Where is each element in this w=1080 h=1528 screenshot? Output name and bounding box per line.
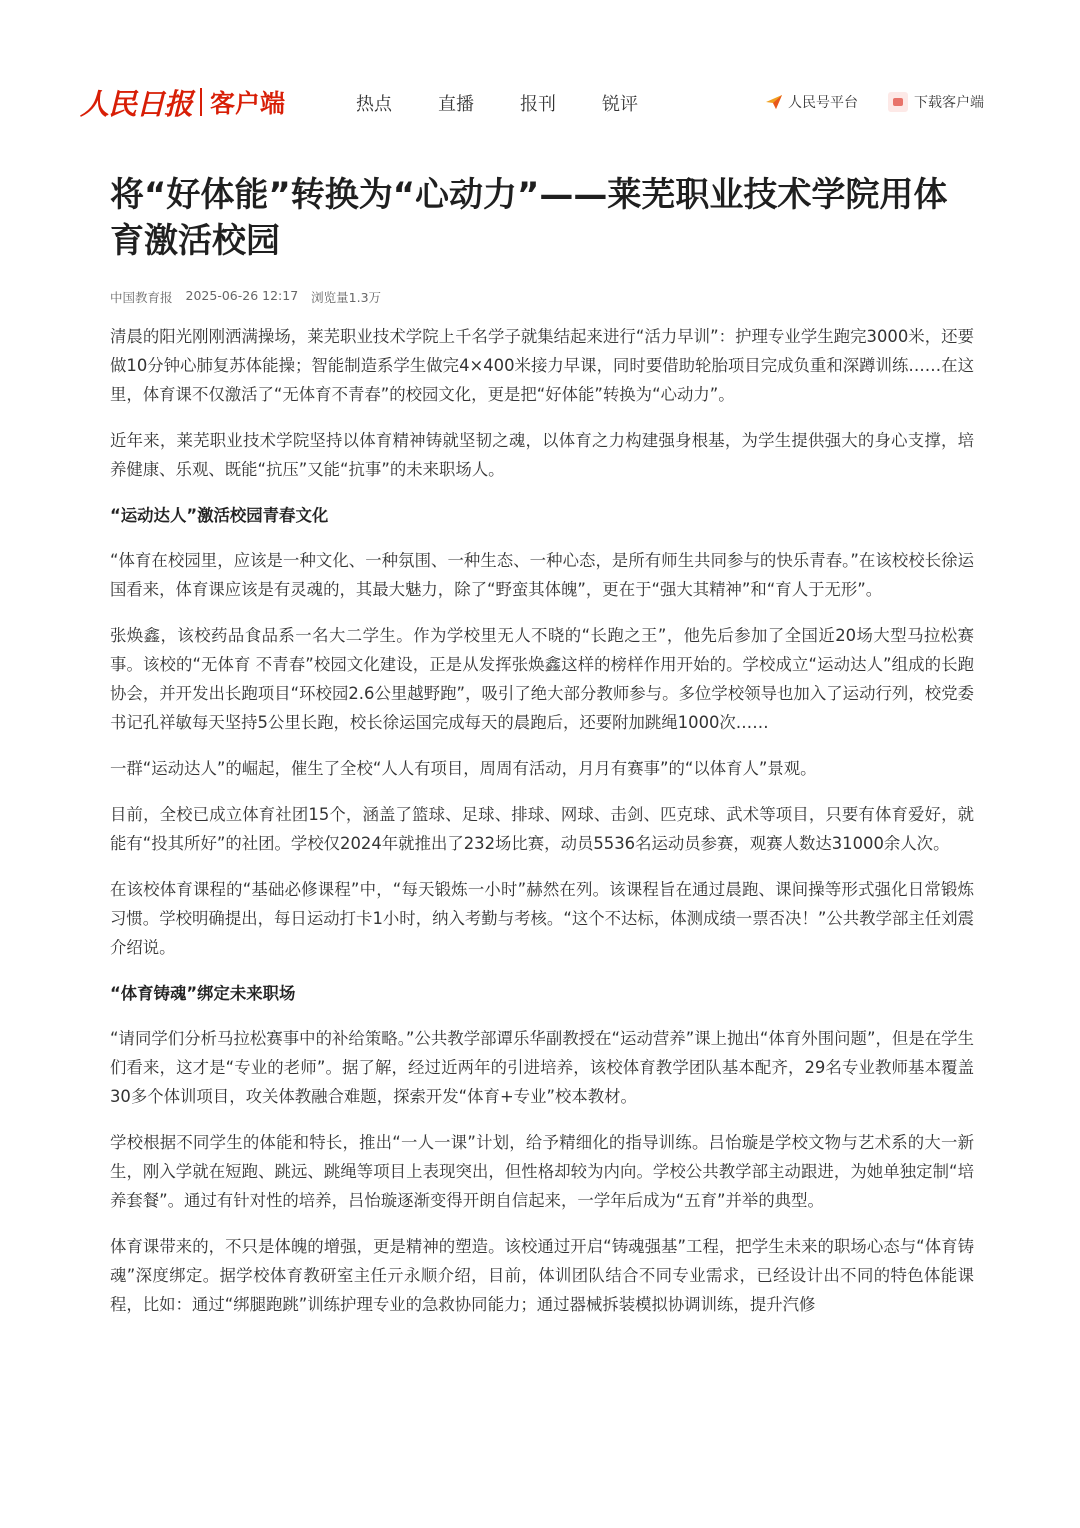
- paragraph: 体育课带来的，不只是体魄的增强，更是精神的塑造。该校通过开启“铸魂强基”工程，把学生未来的职场心态与“体育铸魂”深度绑定。据学校体育教研室主任亓永顺介绍，目前，体训团队结合不同专业需求，已经设计出不同的特色体能课程，比如：通过“绑腿跑跳”训练护理专业的急救协同能力；通过器械拆装模拟协调训练，提升汽修: [110, 1237, 974, 1314]
- platform-link[interactable]: [764, 92, 858, 112]
- article-meta: [110, 288, 974, 306]
- nav-item-commentary[interactable]: 锐评: [602, 94, 638, 115]
- paragraph: 清晨的阳光刚刚洒满操场，莱芜职业技术学院上千名学子就集结起来进行“活力早训”：护理专业学生跑完3000米，还要做10分钟心肺复苏体能操；智能制造系学生做完4×400米接力早课，同时要借助轮胎项目完成负重和深蹲训练……在这里，体育课不仅激活了“无体育不青春”的校园文化，更是把“好体能”转换为“心动力”。: [110, 327, 974, 404]
- site-header: [0, 0, 1080, 140]
- header-right-links: [764, 92, 984, 112]
- paragraph: 学校根据不同学生的体能和特长，推出“一人一课”计划，给予精细化的指导训练。吕怡璇是学校文物与艺术系的大一新生，刚入学就在短跑、跳远、跳绳等项目上表现突出，但性格却较为内向。学校公共教学部主动跟进，为她单独定制“培养套餐”。通过有针对性的培养，吕怡璇逐渐变得开朗自信起来，一学年后成为“五育”并举的典型。: [110, 1133, 974, 1210]
- download-link-label: 下载客户端: [914, 95, 984, 111]
- download-app-link[interactable]: [888, 92, 984, 112]
- paragraph: “请同学们分析马拉松赛事中的补给策略。”公共教学部谭乐华副教授在“运动营养”课上抛出“体育外围问题”，但是在学生们看来，这才是“专业的老师”。据了解，经过近两年的引进培养，该校体育教学团队基本配齐，29名专业教师基本覆盖30多个体训项目，攻关体教融合难题，探索开发“体育+专业”校本教材。: [110, 1029, 974, 1106]
- nav-item-hot[interactable]: 热点: [356, 94, 392, 115]
- paragraph: “体育在校园里，应该是一种文化、一种氛围、一种生态、一种心态，是所有师生共同参与的快乐青春。”在该校校长徐运国看来，体育课应该是有灵魂的，其最大魅力，除了“野蛮其体魄”，更在于“强大其精神”和“育人于无形”。: [110, 551, 974, 599]
- article-views: 浏览量1.3万: [311, 290, 382, 305]
- nav-item-newspaper[interactable]: 报刊: [520, 94, 556, 115]
- section-heading: “运动达人”激活校园青春文化: [110, 506, 329, 525]
- paragraph: 目前，全校已成立体育社团15个，涵盖了篮球、足球、排球、网球、击剑、匹克球、武术等项目，只要有体育爱好，就能有“投其所好”的社团。学校仅2024年就推出了232场比赛，动员5536名运动员参赛，观赛人数达31000余人次。: [110, 805, 974, 853]
- platform-icon: [764, 94, 784, 110]
- article-source: 中国教育报: [110, 290, 173, 305]
- logo-divider: [200, 88, 202, 116]
- article: [110, 172, 974, 1336]
- paragraph: 近年来，莱芜职业技术学院坚持以体育精神铸就坚韧之魂，以体育之力构建强身根基，为学生提供强大的身心支撑，培养健康、乐观、既能“抗压”又能“抗事”的未来职场人。: [110, 431, 974, 479]
- article-body: [110, 322, 974, 1319]
- main-nav: [356, 90, 638, 116]
- logo-subtitle: 客户端: [210, 89, 286, 118]
- platform-link-label: 人民号平台: [788, 95, 858, 111]
- article-datetime: 2025-06-26 12:17: [185, 288, 299, 303]
- paragraph: 张焕鑫，该校药品食品系一名大二学生。作为学校里无人不晓的“长跑之王”，他先后参加了全国近20场大型马拉松赛事。该校的“无体育 不青春”校园文化建设，正是从发挥张焕鑫这样的榜样作用开始的。学校成立“运动达人”组成的长跑协会，并开发出长跑项目“环校园2.6公里越野跑”，吸引了绝大部分教师参与。多位学校领导也加入了运动行列，校党委书记孔祥敏每天坚持5公里长跑，校长徐运国完成每天的晨跑后，还要附加跳绳1000次……: [110, 626, 974, 732]
- section-heading: “体育铸魂”绑定未来职场: [110, 984, 296, 1003]
- paragraph: 在该校体育课程的“基础必修课程”中，“每天锻炼一小时”赫然在列。该课程旨在通过晨跑、课间操等形式强化日常锻炼习惯。学校明确提出，每日运动打卡1小时，纳入考勤与考核。“这个不达标，体测成绩一票否决！”公共教学部主任刘震介绍说。: [110, 880, 974, 957]
- nav-item-live[interactable]: 直播: [438, 94, 474, 115]
- site-logo[interactable]: [80, 84, 285, 120]
- app-icon: [888, 92, 908, 112]
- article-title: 将“好体能”转换为“心动力”——莱芜职业技术学院用体育激活校园: [110, 175, 948, 261]
- paragraph: 一群“运动达人”的崛起，催生了全校“人人有项目，周周有活动，月月有赛事”的“以体育人”景观。: [110, 759, 817, 778]
- logo-wordmark: 人民日报: [80, 86, 193, 121]
